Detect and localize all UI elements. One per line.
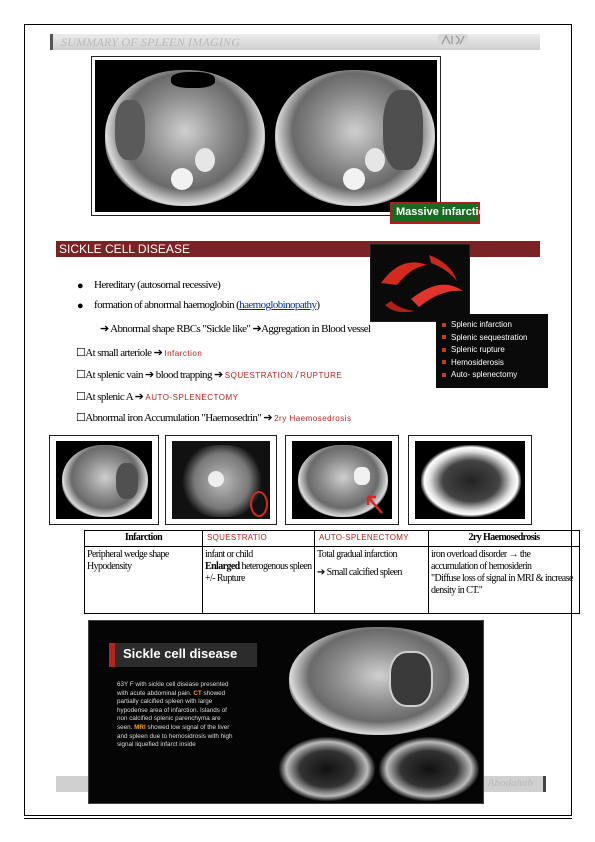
arteriole-line — [76, 346, 202, 359]
trapping-text: blood trapping — [153, 369, 215, 381]
bullet-dot-icon: ● — [77, 300, 84, 312]
slash-separator: / — [293, 369, 301, 381]
table-cell-text: "Diffuse loss of signal in MRI & increase density in CT." — [431, 573, 573, 596]
list-item — [442, 344, 542, 357]
table-cell-text: Peripheral wedge shape — [87, 549, 169, 560]
iron-text: Abnormal iron Accumulation "Haemosedrin" — [85, 412, 264, 424]
ct-image — [292, 441, 392, 519]
footer-author: Abodahab — [487, 777, 533, 789]
table-cell — [315, 547, 428, 581]
sequestration-label: SQUESTRATION — [224, 371, 294, 380]
checkbox-icon: ☐ — [76, 369, 86, 381]
red-square-icon — [442, 335, 446, 339]
red-square-icon — [442, 360, 446, 364]
table-cell-text: Hypodensity — [87, 561, 132, 572]
autosplenectomy-label: AUTO-SPLENECTOMY — [145, 393, 239, 402]
table-cell-text — [317, 567, 426, 579]
table-cell-text: Small calcified spleen — [324, 567, 402, 578]
table-cell — [429, 547, 579, 599]
thumb-autosplenectomy — [285, 435, 399, 525]
case-text: 63Y F with sickle cell disease presented with acute abdominal pain. — [117, 681, 229, 697]
header-bar — [50, 34, 540, 50]
iron-line — [76, 411, 352, 424]
table-cell-text — [205, 561, 312, 585]
spine-right — [343, 168, 365, 190]
table-cell-text: infant or child — [205, 549, 253, 560]
bullet-dot-icon: ● — [77, 280, 84, 292]
table-cell — [203, 547, 314, 587]
calcified-spleen — [354, 467, 370, 485]
list-item — [442, 369, 542, 382]
red-square-icon — [442, 373, 446, 377]
list-item — [442, 332, 542, 345]
checkbox-icon: ☐ — [76, 347, 86, 359]
bold-text: Enlarged — [205, 561, 240, 572]
gas-bubble — [171, 72, 215, 88]
panel-title-bar — [109, 643, 257, 667]
bullet-list — [72, 278, 392, 318]
top-ct-figure — [92, 57, 440, 215]
arrow-icon: ➔ — [134, 391, 144, 403]
vein-text: At splenic vain — [85, 369, 146, 381]
case-spleen-area — [389, 651, 433, 707]
red-square-icon — [442, 323, 446, 327]
case-mri-left — [279, 737, 375, 801]
mri-image — [415, 441, 525, 519]
spine — [208, 471, 224, 487]
table-cell-text: heterogenous spleen +/- Rupture — [205, 561, 312, 584]
mri-label: MRI — [134, 723, 146, 731]
mri-slice — [421, 445, 521, 517]
table-col-sequestration — [203, 531, 315, 613]
red-arrow-icon — [362, 491, 386, 515]
ct-image — [56, 441, 152, 519]
arrow-icon: ➔ — [145, 369, 154, 381]
red-square-icon — [442, 348, 446, 352]
case-text: showed partially calcified spleen with large hypodense area of infarction. Islands of non calcified splenic parenchyma are seen. — [117, 689, 227, 731]
arrow-icon: ➔ — [263, 412, 272, 424]
ct-image — [172, 441, 270, 519]
artery-text: At splenic A — [85, 391, 135, 403]
table-header: 2ry Haemosedrosis — [429, 531, 579, 547]
case-mri-right — [379, 737, 479, 801]
haemoglobinopathy-link[interactable]: haemoglobinopathy — [239, 299, 317, 311]
list-item — [442, 319, 542, 332]
arrow-icon: ➔ — [252, 323, 262, 335]
comparison-table — [84, 530, 580, 614]
table-header: SQUESTRATIO — [203, 531, 314, 547]
checkbox-icon: ☐ — [76, 412, 86, 424]
red-circle-marker — [250, 491, 268, 517]
list-item-label: Hemosiderosis — [451, 357, 504, 367]
ct-label: CT — [193, 689, 202, 697]
arteriole-text: At small arteriole — [85, 347, 154, 359]
page-bottom-rule — [24, 818, 572, 819]
shape-line — [100, 322, 370, 335]
infarction-label: Infarction — [164, 349, 203, 358]
bullet-text-close: ) — [316, 299, 320, 311]
list-item-label: Splenic rupture — [451, 345, 505, 354]
sickle-cell-case-panel — [88, 620, 484, 804]
panel-title: Sickle cell disease — [123, 646, 238, 661]
thumb-infarction — [49, 435, 159, 525]
spleen-infarct-right — [383, 90, 423, 170]
list-item-label: Splenic sequestration — [451, 332, 528, 342]
complication-list-box — [436, 314, 548, 388]
list-item-label: Auto- splenectomy — [451, 370, 518, 379]
case-text: showed low signal of the liver and spleen due to hemosidrosis with high signal liquefied infarct inside — [117, 723, 233, 749]
kidney-left — [195, 148, 215, 172]
bullet-text: Hereditary (autosomal recessive) — [94, 279, 221, 291]
table-header: Infarction — [85, 531, 202, 547]
arrow-icon: ➔ — [317, 567, 325, 578]
aggregation-text: Aggregation in Blood vessel — [261, 323, 371, 335]
table-cell-text: Total gradual infarction — [317, 549, 397, 560]
table-cell — [85, 547, 202, 575]
table-col-autosplenectomy — [315, 531, 429, 613]
arrow-icon: ➔ — [153, 347, 163, 359]
spleen-infarct-left — [115, 100, 145, 160]
haemosedrosis-label: 2ry Haemosedrosis — [274, 414, 352, 423]
spine-left — [171, 168, 193, 190]
table-header: AUTO-SPLENECTOMY — [315, 531, 428, 547]
infarct-area — [116, 463, 138, 499]
vein-line — [76, 368, 342, 381]
checkbox-icon: ☐ — [76, 391, 86, 403]
shape-text: Abnormal shape RBCs "Sickle like" — [110, 323, 253, 335]
section-title-bar: SICKLE CELL DISEASE — [56, 241, 540, 257]
table-col-haemosedrosis — [429, 531, 579, 613]
list-item-label: Splenic infarction — [451, 320, 512, 329]
kidney-right — [365, 148, 385, 172]
bullet-item-haemoglobin — [72, 298, 392, 318]
massive-infarctions-badge: Massive infarctions — [390, 202, 480, 224]
university-seal-icon — [436, 30, 470, 52]
thumb-haemosedrosis — [408, 435, 532, 525]
bullet-item-hereditary — [72, 278, 392, 298]
case-ct-image — [289, 627, 469, 735]
artery-line — [76, 390, 238, 403]
arrow-icon: ➔ — [100, 323, 109, 335]
table-cell-text: iron overload disorder → the accumulation of hemosiderin — [431, 549, 532, 572]
list-item — [442, 357, 542, 370]
thumb-sequestration — [165, 435, 277, 525]
case-description — [117, 681, 237, 750]
rupture-label: RUPTURE — [300, 371, 343, 380]
arrow-icon: ➔ — [214, 369, 223, 381]
table-col-infarction — [85, 531, 203, 613]
header-title: SUMMARY OF SPLEEN IMAGING — [61, 35, 241, 49]
bullet-text: formation of abnormal haemoglobin ( — [94, 299, 240, 311]
